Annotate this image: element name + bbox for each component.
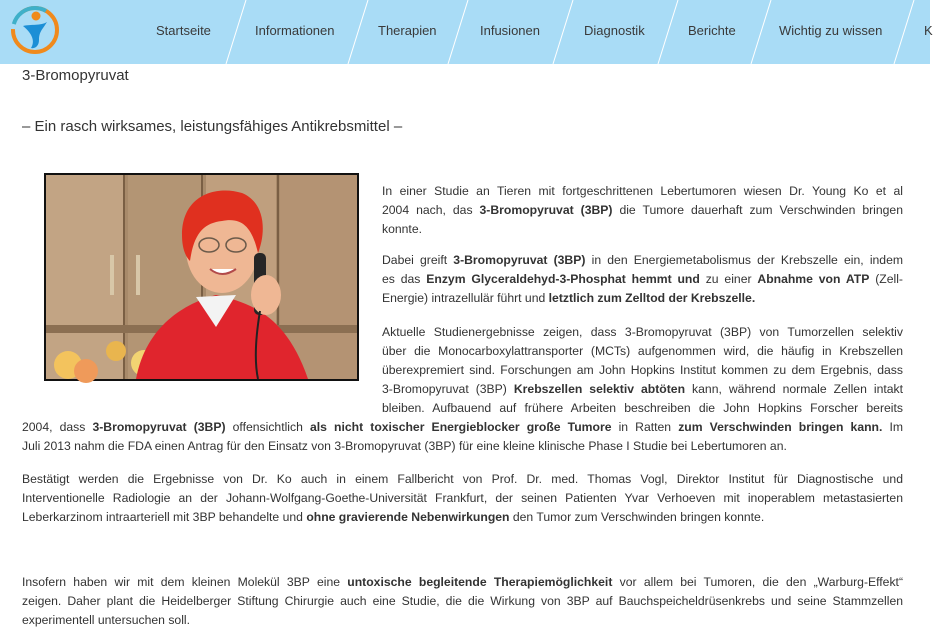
text-line: Bestätigt werden die Ergebnisse von Dr. Ko auch in einem Fallbericht von Prof. Dr. med. Thomas Vogl, Direktor Institut für Diagnostische und (22, 472, 903, 486)
nav-separator (552, 0, 574, 64)
nav-separator (225, 0, 247, 64)
woman-on-telephone-photo (44, 173, 359, 381)
text-line: bleiben. Aufbauend auf frühere Arbeiten beschreiben die John Hopkins Forscher bereits (382, 401, 903, 415)
paragraph-mechanism (382, 251, 903, 308)
text-line: konnte. (382, 222, 422, 236)
paragraph-study-intro (382, 182, 903, 239)
text-line: es das Enzym Glyceraldehyd-3-Phosphat hemmt und zu einer Abnahme von ATP (Zell- (382, 272, 903, 286)
page-subtitle: – Ein rasch wirksames, leistungsfähiges Antikrebsmittel – (22, 118, 403, 135)
text-line: Dabei greift 3-Bromopyruvat (3BP) in den Energiemetabolismus der Krebszelle ein, indem (382, 253, 904, 267)
text-line: experimentell untersuchen soll. (22, 613, 191, 627)
page-title: 3-Bromopyruvat (22, 67, 129, 84)
nav-separator (750, 0, 772, 64)
text-line: 2004 nach, das 3-Bromopyruvat (3BP) die Tumore dauerhaft zum Verschwinden bringen (382, 203, 903, 217)
paragraph-conclusion (22, 573, 903, 630)
site-logo-icon[interactable] (9, 4, 61, 56)
text-line: Leberkarzinom intraarteriell mit 3BP behandelte und ohne gravierende Nebenwirkungen den Tumor zum Verschwinden bringen konnte. (22, 510, 765, 524)
text-line: Aktuelle Studienergebnisse zeigen, dass 3-Bromopyruvat (3BP) von Tumorzellen selektiv (382, 325, 903, 339)
nav-startseite[interactable]: Startseite (156, 23, 211, 38)
text-line: zeigen. Daher plant die Heidelberger Stiftung Chirurgie auch eine Studie, die die Wirkung von 3BP auf Bauchspeicheldrüsenkrebs und seine Stammzellen (22, 594, 903, 608)
nav-wichtig-zu-wissen[interactable]: Wichtig zu wissen (779, 23, 883, 38)
text-line: In einer Studie an Tieren mit fortgeschrittenen Lebertumoren wiesen Dr. Young Ko et al (382, 184, 903, 198)
text-line: über die Monocarboxylattransporter (MCTs) aufgenommen wird, die häufig in Krebszellen (382, 344, 903, 358)
text-line: Interventionelle Radiologie an der Johann-Wolfgang-Goethe-Universität Frankfurt, der seinen Patienten Yvar Verhoeven mit inoperablem metastasierten (22, 491, 903, 505)
nav-separator (347, 0, 369, 64)
text-line: 3-Bromopyruvat (3BP) Krebszellen selektiv abtöten kann, während normale Zellen intakt (382, 382, 903, 396)
top-navigation-bar (0, 0, 933, 64)
paragraph-current-results (382, 323, 903, 418)
nav-separator (447, 0, 469, 64)
text-line: 2004, dass 3-Bromopyruvat (3BP) offensichtlich als nicht toxischer Energieblocker große Tumore in Ratten zum Verschwinden bringen kann. Im (22, 420, 904, 434)
photo-illustration (46, 175, 357, 379)
nav-berichte[interactable]: Berichte (688, 23, 736, 38)
nav-next-item-truncated[interactable]: K (924, 23, 933, 38)
nav-separator (893, 0, 915, 64)
paragraph-case-report (22, 470, 903, 527)
nav-infusionen[interactable]: Infusionen (480, 23, 540, 38)
paragraph-current-results-continued (22, 418, 903, 456)
nav-diagnostik[interactable]: Diagnostik (584, 23, 645, 38)
text-line: Juli 2013 nahm die FDA einen Antrag für den Einsatz von 3-Bromopyruvat (3BP) für eine kleine klinische Phase I Studie bei Lebertumoren an. (22, 439, 787, 453)
nav-therapien[interactable]: Therapien (378, 23, 437, 38)
text-line: überexpremiert sind. Forschungen am John Hopkins Institut kommen zu dem Ergebnis, dass (382, 363, 903, 377)
nav-informationen[interactable]: Informationen (255, 23, 335, 38)
text-line: Energie) intrazellulär führt und letztlich zum Zelltod der Krebszelle. (382, 291, 756, 305)
text-line: Insofern haben wir mit dem kleinen Molekül 3BP eine untoxische begleitende Therapiemöglichkeit vor allem bei Tumoren, die den „Warburg-Effekt“ (22, 575, 904, 589)
nav-separator (657, 0, 679, 64)
